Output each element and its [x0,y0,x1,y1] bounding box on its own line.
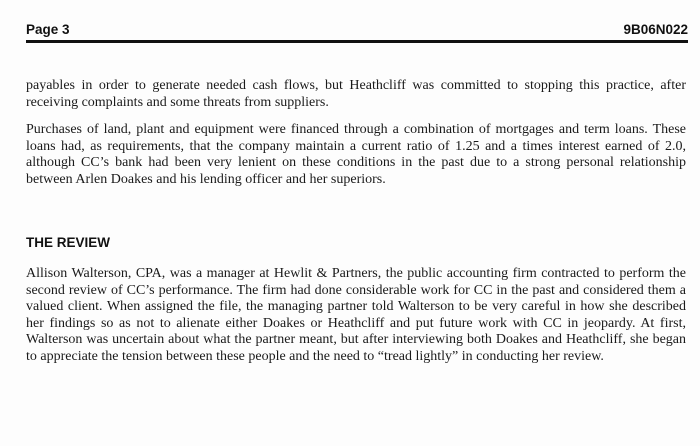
paragraph-financing: Purchases of land, plant and equipment were financed through a combination of mortgages and term loans. These loans had, as requirements, that the company maintain a current ratio of 1.25 and a times interest earned of 2.0, although CC’s bank had been very lenient on these conditions in the past due to a strong personal relationship between Arlen Doakes and his lending officer and her superiors. [26,122,686,187]
section-heading-review: THE REVIEW [26,235,111,250]
page-header [26,20,688,43]
paragraph-payables: payables in order to generate needed cash flows, but Heathcliff was committed to stopping this practice, after receiving complaints and some threats from suppliers. [26,78,686,110]
page-number: Page 3 [26,22,70,37]
paragraph-review: Allison Walterson, CPA, was a manager at Hewlit & Partners, the public accounting firm contracted to perform the second review of CC’s performance. The firm had done considerable work for CC in the past and considered them a valued client. When assigned the file, the managing partner told Walterson to be very careful in how she described her findings so as not to alienate either Doakes or Heathcliff and put future work with CC in jeopardy. At first, Walterson was uncertain about what the partner meant, but after interviewing both Doakes and Heathcliff, she began to appreciate the tension between these people and the need to “tread lightly” in conducting her review. [26,266,686,364]
document-code: 9B06N022 [623,22,688,37]
